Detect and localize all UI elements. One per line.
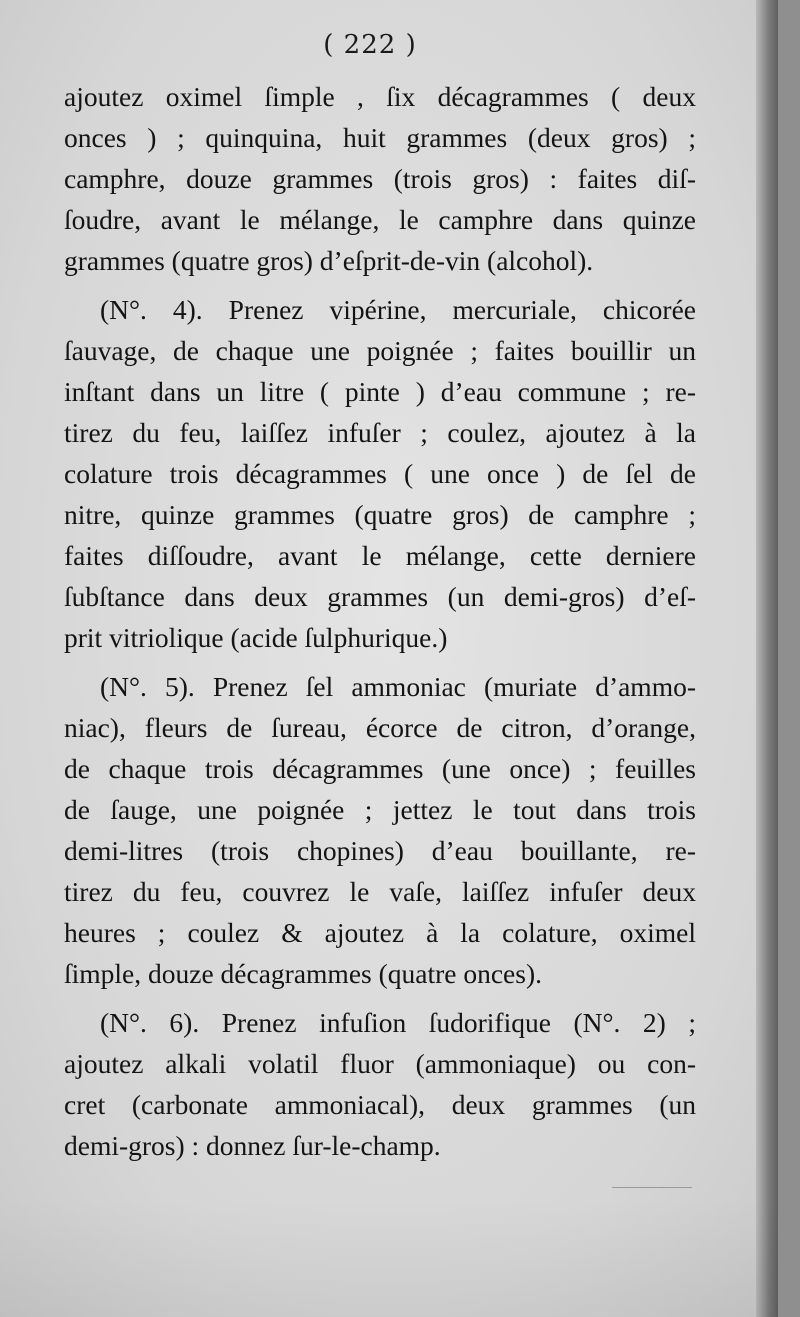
text-line: (N°. 5). Prenez ſel ammoniac (muriate d’ammo- [100, 671, 696, 702]
text-line: grammes (quatre gros) d’eſprit-de-vin (alcohol). [64, 245, 594, 276]
text-line: cret (carbonate ammoniacal), deux grammes (un [64, 1089, 696, 1120]
paragraph-gap [64, 994, 696, 1002]
text-line: ſoudre, avant le mélange, le camphre dans quinze [64, 204, 696, 235]
paragraph [64, 76, 696, 281]
page-number: ( 222 ) [323, 30, 417, 60]
ink-rule [612, 1187, 692, 1188]
text-line: ſimple, douze décagrammes (quatre onces). [64, 958, 542, 989]
paragraph [64, 1002, 696, 1166]
text-line: (N°. 6). Prenez infuſion ſudorifique (N°. 2) ; [100, 1007, 696, 1038]
text-line: heures ; coulez & ajoutez à la colature, oximel [64, 917, 696, 948]
text-line: tirez du feu, laiſſez infuſer ; coulez, ajoutez à la [64, 417, 696, 448]
text-line: demi-gros) : donnez ſur-le-champ. [64, 1130, 441, 1161]
text-line: ajoutez alkali volatil fluor (ammoniaque) ou con- [64, 1048, 696, 1079]
text-line: nitre, quinze grammes (quatre gros) de camphre ; [64, 499, 696, 530]
text-line: camphre, douze grammes (trois gros) : faites diſ- [64, 163, 696, 194]
text-line: de ſauge, une poignée ; jettez le tout dans trois [64, 794, 696, 825]
paragraph [64, 666, 696, 994]
text-line: niac), fleurs de ſureau, écorce de citron, d’orange, [64, 712, 696, 743]
text-line: prit vitriolique (acide ſulphurique.) [64, 622, 448, 653]
text-line: ſubſtance dans deux grammes (un demi-gros) d’eſ- [64, 581, 696, 612]
text-line: ajoutez oximel ſimple , ſix décagrammes ( deux [64, 81, 696, 112]
text-line: de chaque trois décagrammes (une once) ; feuilles [64, 753, 696, 784]
paragraph-gap [64, 281, 696, 289]
text-line: tirez du feu, couvrez le vaſe, laiſſez infuſer deux [64, 876, 696, 907]
text-line: (N°. 4). Prenez vipérine, mercuriale, chicorée [100, 294, 696, 325]
text-line: colature trois décagrammes ( une once ) de ſel de [64, 458, 696, 489]
body-text [64, 76, 696, 1166]
paragraph [64, 289, 696, 658]
page-shading [0, 1197, 778, 1317]
text-line: faites diſſoudre, avant le mélange, cette derniere [64, 540, 696, 571]
text-line: inſtant dans un litre ( pinte ) d’eau commune ; re- [64, 376, 696, 407]
text-line: onces ) ; quinquina, huit grammes (deux gros) ; [64, 122, 696, 153]
paragraph-gap [64, 658, 696, 666]
text-line: ſauvage, de chaque une poignée ; faites bouillir un [64, 335, 696, 366]
page-edge-shadow [756, 0, 778, 1317]
text-line: demi-litres (trois chopines) d’eau bouillante, re- [64, 835, 696, 866]
